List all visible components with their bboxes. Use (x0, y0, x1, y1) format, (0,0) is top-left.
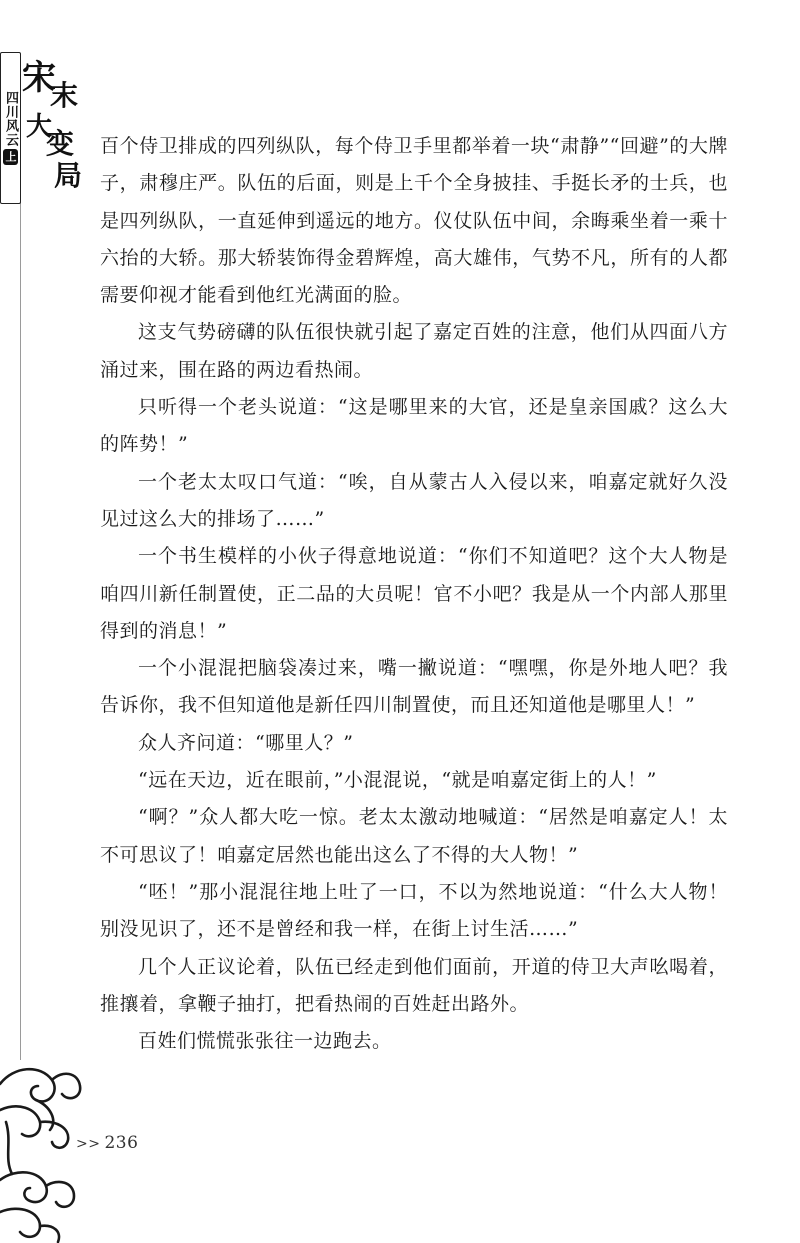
paragraph: 众人齐问道：“哪里人？” (138, 731, 354, 754)
series-badge: 上 (4, 151, 17, 163)
paragraph: 这支气势磅礴的队伍很快就引起了嘉定百姓的注意，他们从四面八方涌过来，围在路的两边看热闹。 (100, 321, 728, 381)
book-title (22, 50, 83, 192)
book-title-char: 宋 (22, 58, 56, 98)
page-number (76, 1133, 138, 1153)
paragraph: 百姓们慌慌张张往一边跑去。 (138, 1030, 392, 1053)
body-text (100, 128, 728, 1060)
paragraph: 只听得一个老头说道：“这是哪里来的大官，还是皇亲国戚？这么大的阵势！” (100, 396, 728, 456)
paragraph: 一个小混混把脑袋凑过来，嘴一撇说道：“嘿嘿，你是外地人吧？我告诉你，我不但知道他是新任四川制置使，而且还知道他是哪里人！” (100, 657, 728, 717)
paragraph: “呸！”那小混混往地上吐了一口，不以为然地说道：“什么大人物！别没见识了，还不是曾经和我一样，在街上讨生活……” (100, 880, 728, 941)
paragraph: “远在天边，近在眼前，”小混混说，“就是咱嘉定街上的人！” (138, 769, 657, 792)
margin-rule (20, 190, 21, 1060)
page-arrows: >> (76, 1136, 101, 1152)
book-title-char: 末 (50, 79, 79, 112)
paragraph: 一个书生模样的小伙子得意地说道：“你们不知道吧？这个大人物是咱四川新任制置使，正二品的大员呢！官不小吧？我是从一个内部人那里得到的消息！” (100, 545, 728, 642)
paragraph: 一个老太太叹口气道：“唉，自从蒙古人入侵以来，咱嘉定就好久没见过这么大的排场了……” (100, 470, 728, 530)
paragraph: 几个人正议论着，队伍已经走到他们面前，开道的侍卫大声吆喝着，推攘着，拿鞭子抽打，把看热闹的百姓赶出路外。 (100, 955, 728, 1015)
paragraph: 百个侍卫排成的四列纵队，每个侍卫手里都举着一块“肃静”“回避”的大牌子，肃穆庄严。队伍的后面，则是上千个全身披挂、手挺长矛的士兵，也是四列纵队，一直延伸到遥远的地方。仪仗队伍中间，余晦乘坐着一乘十六抬的大轿。那大轿装饰得金碧辉煌，高大雄伟，气势不凡，所有的人都需要仰视才能看到他红光满面的脸。 (100, 135, 728, 307)
series-tag (0, 52, 21, 204)
paragraph: “啊？”众人都大吃一惊。老太太激动地喊道：“居然是咱嘉定人！太不可思议了！咱嘉定居然也能出这么了不得的大人物！” (100, 806, 728, 866)
series-label: 四川风云 (3, 91, 18, 147)
page-number-value: 236 (104, 1133, 139, 1153)
book-title-char: 变 (46, 127, 75, 160)
book-title-char: 大 (26, 112, 53, 142)
book-title-char: 局 (54, 159, 83, 192)
